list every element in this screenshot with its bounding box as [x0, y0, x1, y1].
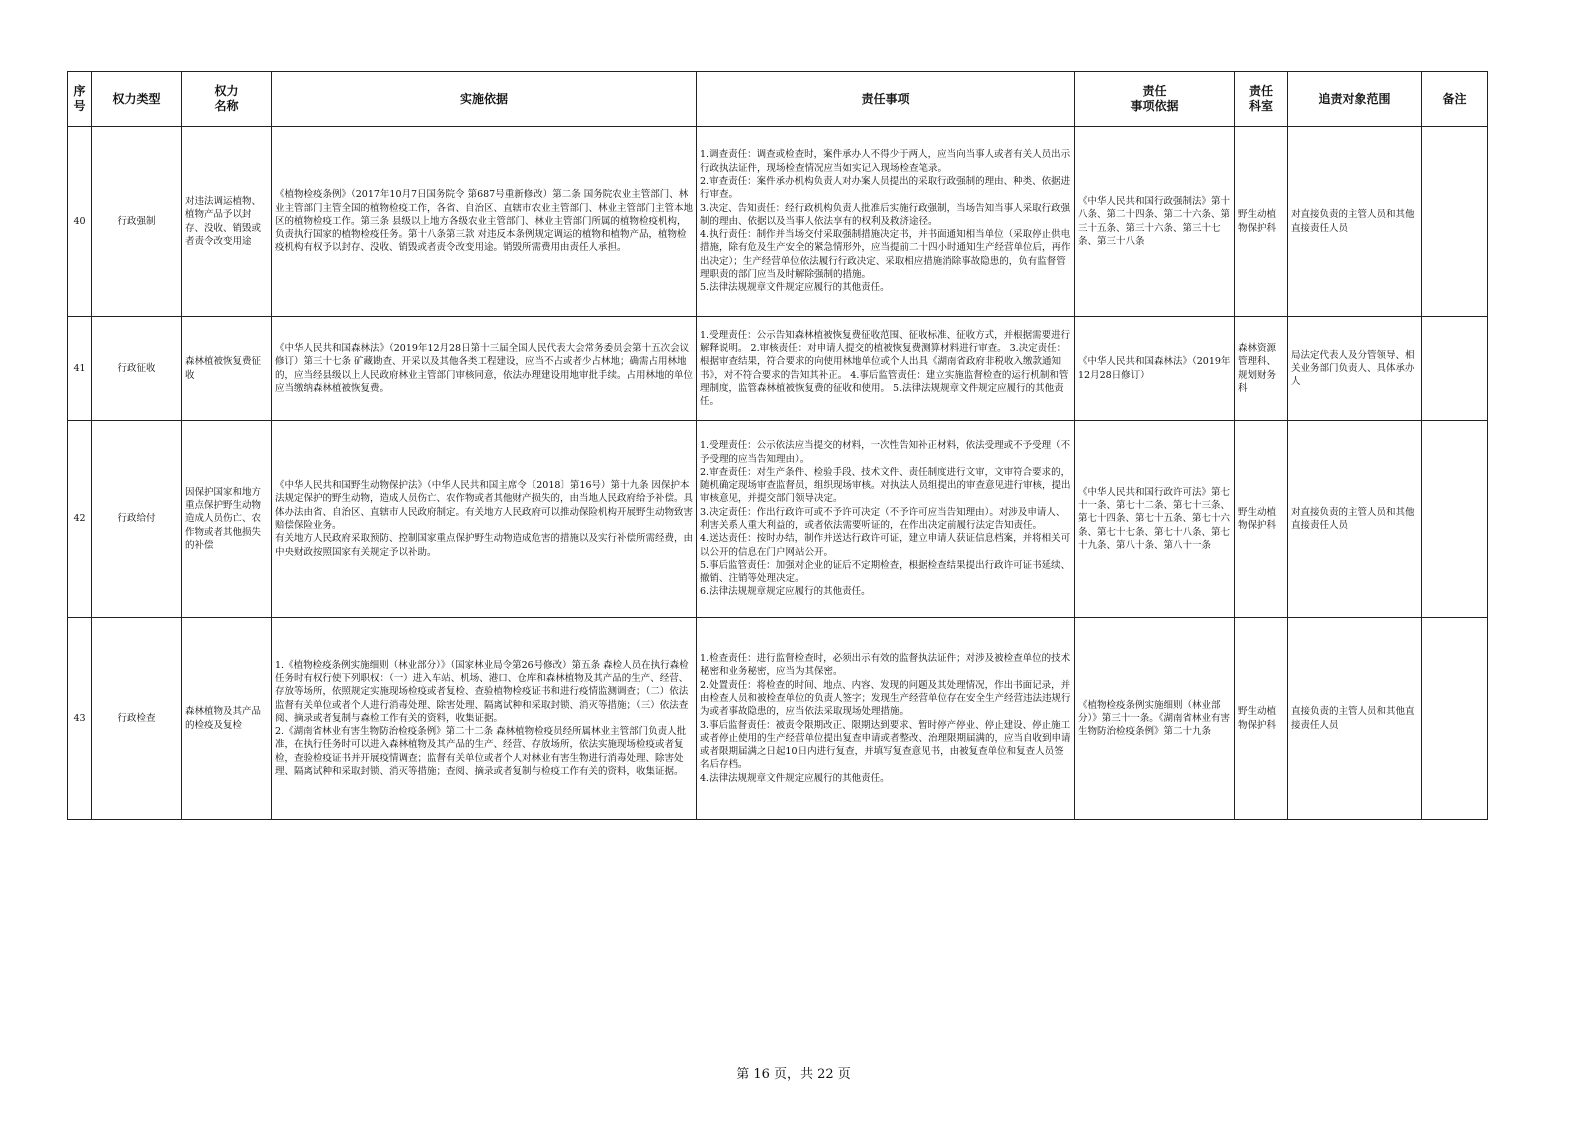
row-duty: 1.检查责任：进行监督检查时，必须出示有效的监督执法证件；对涉及被检查单位的技术秘密和业务秘密，应当为其保密。 2.处置责任：将检查的时间、地点、内容、发现的问题及其处理情况，作出书面记录，并由检查人员和被检查单位的负责人签字；发现生产经营单位存在安全生产经营违法违规行为或者事故隐患的，应当依法采取现场处理措施。 3.事后监督责任：被责令限期改正、限期达到要求、暂时停产停业、停止建设、停止施工或者停止使用的生产经营单位提出复查申请或者整改、治理限期届满的，应当自收到申请或者限期届满之日起10日内进行复查，并填写复查意见书，由被复查单位和复查人员签名后存档。 4.法律法规规章文件规定应履行的其他责任。: [697, 618, 1075, 820]
row-basis: 《中华人民共和国野生动物保护法》（中华人民共和国主席令〔2018〕第16号）第十九条 因保护本法规定保护的野生动物，造成人员伤亡、农作物或者其他财产损失的，由当地人民政府给予补偿。具体办法由省、自治区、直辖市人民政府制定。有关地方人民政府可以推动保险机构开展野生动物致害赔偿保险业务。 有关地方人民政府采取预防、控制国家重点保护野生动物造成危害的措施以及实行补偿所需经费，由中央财政按照国家有关规定予以补助。: [272, 421, 697, 618]
row-dept: 野生动植物保护科: [1235, 127, 1288, 317]
row-type: 行政检查: [92, 618, 182, 820]
row-basis: 《中华人民共和国森林法》（2019年12月28日第十三届全国人民代表大会常务委员会第十五次会议修订）第三十七条 矿藏勘查、开采以及其他各类工程建设，应当不占或者少占林地；确需占用林地的，应当经县级以上人民政府林业主管部门审核同意，依法办理建设用地审批手续。占用林地的单位应当缴纳森林植被恢复费。: [272, 317, 697, 421]
row-scope: 对直接负责的主管人员和其他直接责任人员: [1288, 421, 1422, 618]
row-basis: 1.《植物检疫条例实施细则（林业部分）》（国家林业局令第26号修改）第五条 森检人员在执行森检任务时有权行使下列职权：（一）进入车站、机场、港口、仓库和森林植物及其产品的生产、经营、存放等场所，依照规定实施现场检疫或者复检、查验植物检疫证书和进行疫情监测调查；（二）依法监督有关单位或者个人进行消毒处理、除害处理、隔离试种和采取封锁、消灭等措施；（三）依法查阅、摘录或者复制与森检工作有关的资料，收集证据。 2.《湖南省林业有害生物防治检疫条例》第二十二条 森林植物检疫员经所属林业主管部门负责人批准，在执行任务时可以进入森林植物及其产品的生产、经营、存放场所，依法实施现场检疫或者复检，查验检疫证书并开展疫情调查；监督有关单位或者个人对林业有害生物进行消毒处理、除害处理、隔离试种和采取封锁、消灭等措施；查阅、摘录或者复制与检疫工作有关的资料，收集证据。: [272, 618, 697, 820]
header-basis: 实施依据: [272, 72, 697, 127]
row-no: 42: [68, 421, 92, 618]
row-note: [1422, 317, 1488, 421]
row-dept: 森林资源管理科、规划财务科: [1235, 317, 1288, 421]
header-type: 权力类型: [92, 72, 182, 127]
header-note: 备注: [1422, 72, 1488, 127]
row-dept: 野生动植物保护科: [1235, 618, 1288, 820]
row-duty: 1.调查责任：调查或检查时，案件承办人不得少于两人，应当向当事人或者有关人员出示行政执法证件，现场检查情况应当如实记入现场检查笔录。 2.审查责任：案件承办机构负责人对办案人员提出的采取行政强制的理由、种类、依据进行审查。 3.决定、告知责任：经行政机构负责人批准后实施行政强制，当场告知当事人采取行政强制的理由、依据以及当事人依法享有的权利及救济途径。 4.执行责任：制作并当场交付采取强制措施决定书，并书面通知相当单位（采取停止供电措施，除有危及生产安全的紧急情形外，应当提前二十四小时通知生产经营单位后，再作出决定）；生产经营单位依法履行行政决定、采取相应措施消除事故隐患的，负有监督管理职责的部门应当及时解除强制的措施。 5.法律法规规章文件规定应履行的其他责任。: [697, 127, 1075, 317]
header-row: [68, 72, 1488, 127]
header-no: 序 号: [68, 72, 92, 127]
row-type: 行政征收: [92, 317, 182, 421]
row-note: [1422, 618, 1488, 820]
table-row: [68, 317, 1488, 421]
row-duty-basis: 《中华人民共和国行政许可法》第七十一条、第七十二条、第七十三条、第七十四条、第七十五条、第七十六条、第七十七条、第七十八条、第七十九条、第八十条、第八十一条: [1075, 421, 1235, 618]
row-scope: 局法定代表人及分管领导、相关业务部门负责人、具体承办人: [1288, 317, 1422, 421]
row-duty-basis: 《中华人民共和国行政强制法》第十八条、第二十四条、第二十六条、第三十五条、第三十六条、第三十七条、第三十八条: [1075, 127, 1235, 317]
header-dept: 责任 科室: [1235, 72, 1288, 127]
table-row: [68, 421, 1488, 618]
row-duty: 1.受理责任：公示依法应当提交的材料，一次性告知补正材料，依法受理或不予受理（不予受理的应当告知理由）。 2.审查责任：对生产条件、检验手段、技术文件、责任制度进行文审，文审符合要求的，随机确定现场审查监督员，组织现场审核。对执法人员组提出的审查意见进行审核，提出审核意见，并提交部门领导决定。 3.决定责任：作出行政许可或不予许可决定（不予许可应当告知理由）。对涉及申请人、利害关系人重大利益的，或者依法需要听证的，在作出决定前履行法定告知责任。 4.送达责任：按时办结，制作并送达行政许可证，建立申请人获证信息档案，并将相关可以公开的信息在门户网站公开。 5.事后监管责任：加强对企业的证后不定期检查，根据检查结果提出行政许可证书延续、撤销、注销等处理决定。 6.法律法规规章规定应履行的其他责任。: [697, 421, 1075, 618]
responsibility-table: [67, 71, 1488, 820]
header-scope: 追责对象范围: [1288, 72, 1422, 127]
table-row: [68, 127, 1488, 317]
row-basis: 《植物检疫条例》（2017年10月7日国务院令 第687号重新修改）第二条 国务院农业主管部门、林业主管部门主管全国的植物检疫工作，各省、自治区、直辖市农业主管部门、林业主管部门主管本地区的植物检疫工作。第三条 县级以上地方各级农业主管部门、林业主管部门所属的植物检疫机构，负责执行国家的植物检疫任务。第十八条第三款 对违反本条例规定调运的植物和植物产品，植物检疫机构有权予以封存、没收、销毁或者责令改变用途。销毁所需费用由责任人承担。: [272, 127, 697, 317]
header-name: 权力 名称: [182, 72, 272, 127]
row-note: [1422, 421, 1488, 618]
row-duty-basis: 《中华人民共和国森林法》（2019年12月28日修订）: [1075, 317, 1235, 421]
row-duty: 1.受理责任：公示告知森林植被恢复费征收范围、征收标准、征收方式，并根据需要进行解释说明。 2.审核责任：对申请人提交的植被恢复费测算材料进行审查。 3.决定责任：根据审查结果，符合要求的向使用林地单位或个人出具《湖南省政府非税收入缴款通知书》，对不符合要求的告知其补正。 4.事后监管责任：建立实施监督检查的运行机制和管理制度，监管森林植被恢复费的征收和使用。 5.法律法规规章文件规定应履行的其他责任。: [697, 317, 1075, 421]
row-duty-basis: 《植物检疫条例实施细则（林业部分）》第三十一条。《湖南省林业有害生物防治检疫条例》第二十九条: [1075, 618, 1235, 820]
row-dept: 野生动植物保护科: [1235, 421, 1288, 618]
row-name: 森林植物及其产品的检疫及复检: [182, 618, 272, 820]
table-row: [68, 618, 1488, 820]
row-name: 森林植被恢复费征收: [182, 317, 272, 421]
row-scope: 对直接负责的主管人员和其他直接责任人员: [1288, 127, 1422, 317]
header-duty: 责任事项: [697, 72, 1075, 127]
row-no: 41: [68, 317, 92, 421]
row-no: 43: [68, 618, 92, 820]
row-type: 行政强制: [92, 127, 182, 317]
row-no: 40: [68, 127, 92, 317]
row-note: [1422, 127, 1488, 317]
row-name: 对违法调运植物、植物产品予以封存、没收、销毁或者责令改变用途: [182, 127, 272, 317]
row-name: 因保护国家和地方重点保护野生动物造成人员伤亡、农作物或者其他损失的补偿: [182, 421, 272, 618]
header-duty-basis: 责任 事项依据: [1075, 72, 1235, 127]
page-footer: 第 16 页，共 22 页: [736, 1067, 851, 1082]
row-scope: 直接负责的主管人员和其他直接责任人员: [1288, 618, 1422, 820]
row-type: 行政给付: [92, 421, 182, 618]
